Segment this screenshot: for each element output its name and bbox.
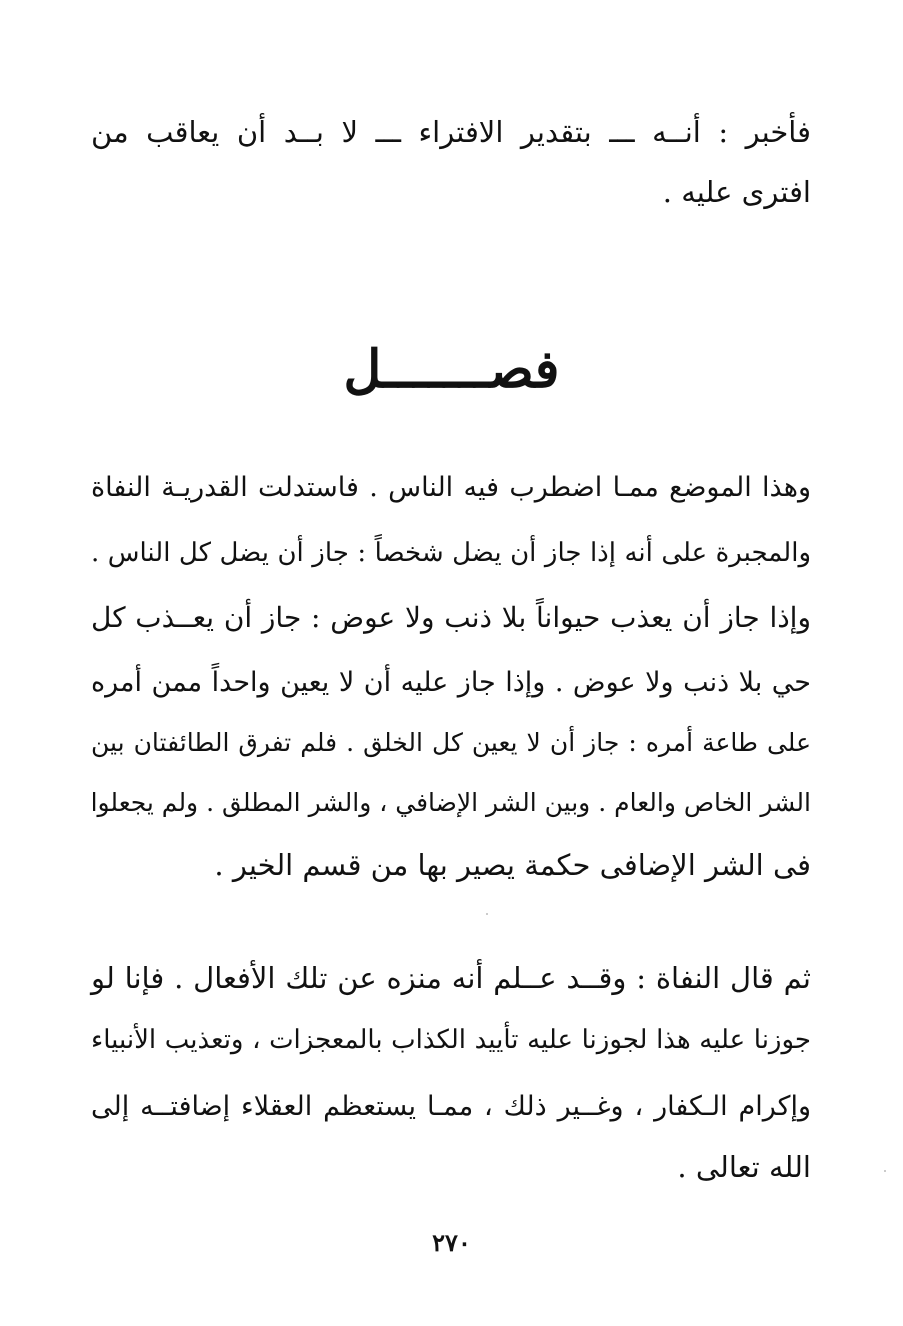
scan-speck	[884, 1170, 886, 1172]
paragraph-1-line-1: فأخبر : أنــه ـــ بتقدير الافتراء ـــ لا بــد أن يعاقب من	[91, 115, 811, 149]
scan-speck	[486, 913, 488, 915]
paragraph-2-line-7: فى الشر الإضافى حكمة يصير بها من قسم الخير .	[214, 848, 811, 882]
paragraph-2-line-6: الشر الخاص والعام . وبين الشر الإضافي ، والشر المطلق . ولم يجعلوا	[90, 788, 811, 817]
section-heading: فصـــــــل	[343, 339, 560, 400]
page-number: ٢٧٠	[432, 1228, 471, 1257]
paragraph-3-line-4: الله تعالى .	[677, 1150, 811, 1184]
paragraph-3-line-1: ثم قال النفاة : وقــد عــلم أنه منزه عن تلك الأفعال . فإنا لو	[91, 961, 811, 995]
paragraph-2-line-1: وهذا الموضع ممـا اضطرب فيه الناس . فاستدلت القدريـة النفاة	[91, 472, 811, 503]
paragraph-2-line-3: وإذا جاز أن يعذب حيواناً بلا ذنب ولا عوض : جاز أن يعــذب كل	[91, 601, 811, 634]
paragraph-3-line-3: وإكرام الـكفار ، وغــير ذلك ، ممـا يستعظم العقلاء إضافتــه إلى	[91, 1091, 811, 1122]
paragraph-2-line-4: حي بلا ذنب ولا عوض . وإذا جاز عليه أن لا يعين واحداً ممن أمره	[91, 667, 811, 698]
paragraph-1-line-2: افترى عليه .	[662, 175, 811, 209]
paragraph-3-line-2: جوزنا عليه هذا لجوزنا عليه تأييد الكذاب بالمعجزات ، وتعذيب الأنبياء	[91, 1025, 811, 1055]
paragraph-2-line-2: والمجبرة على أنه إذا جاز أن يضل شخصاً : جاز أن يضل كل الناس .	[91, 538, 811, 568]
paragraph-2-line-5: على طاعة أمره : جاز أن لا يعين كل الخلق . فلم تفرق الطائفتان بين	[91, 728, 811, 757]
